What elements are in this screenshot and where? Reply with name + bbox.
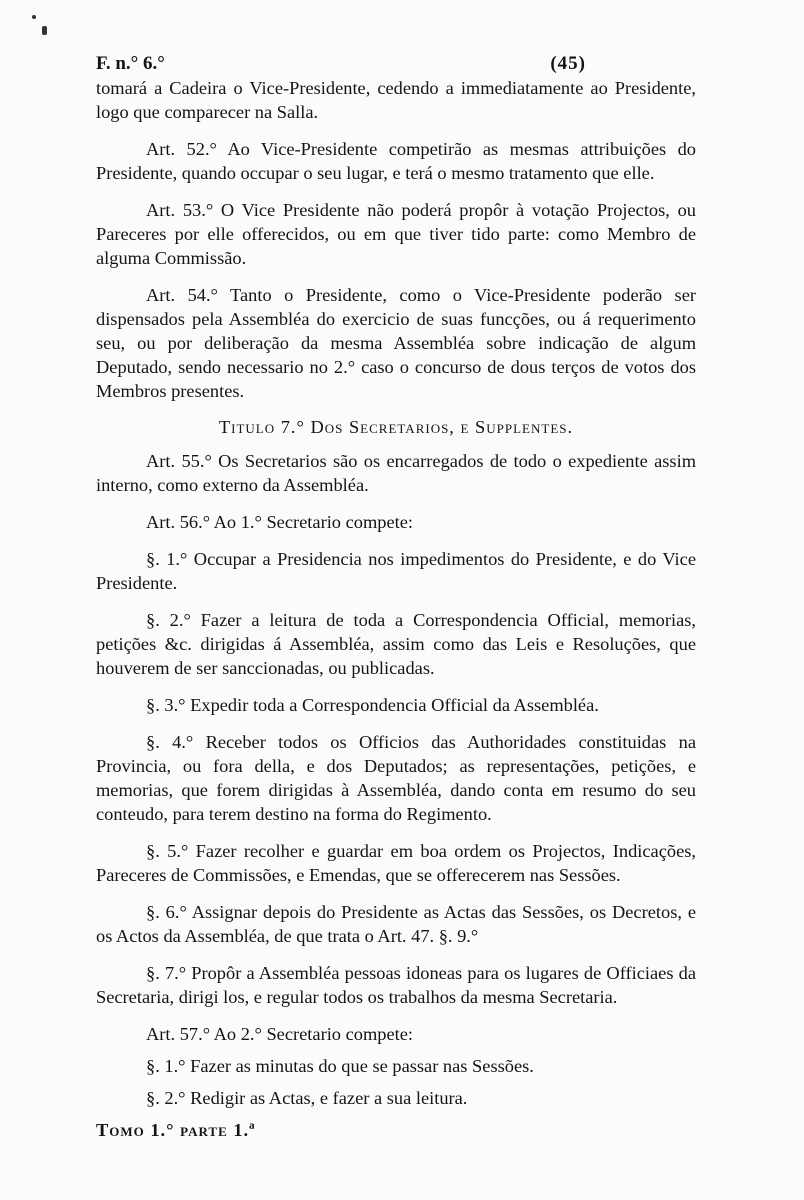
page-text xyxy=(96,52,696,1142)
article-56: Art. 56.° Ao 1.° Secretario compete: xyxy=(146,512,413,532)
signature-mark: F. n.° 6.° xyxy=(96,53,165,74)
article-55: Art. 55.° Os Secretarios são os encarregados de todo o expediente assim interno, como externo da Assembléa. xyxy=(96,451,696,495)
page-footer: Tomo 1.° parte 1.ª xyxy=(96,1120,256,1140)
clause-5: §. 5.° Fazer recolher e guardar em boa ordem os Projectos, Indicações, Pareceres de Commissões, e Emendas, que se offerecerem nas Sessões. xyxy=(96,841,696,885)
page-number: (45) xyxy=(550,53,586,74)
article-54: Art. 54.° Tanto o Presidente, como o Vice-Presidente poderão ser dispensados pela Assembléa do exercicio de suas funcções, ou á requerimento seu, ou por deliberação da mesma Assembléa sobre indicação de algum Deputado, sendo necessario no 2.° caso o concurso de dous terços de votos dos Membros presentes. xyxy=(96,285,696,401)
article-53: Art. 53.° O Vice Presidente não poderá propôr à votação Projectos, ou Pareceres por elle offerecidos, ou em que tiver tido parte: como Membro de alguma Commissão. xyxy=(96,200,696,268)
paragraph: tomará a Cadeira o Vice-Presidente, cedendo a immediatamente ao Presidente, logo que comparecer na Salla. xyxy=(96,78,696,122)
article-57: Art. 57.° Ao 2.° Secretario compete: xyxy=(146,1024,413,1044)
clause-4: §. 4.° Receber todos os Officios das Authoridades constituidas na Provincia, ou fora della, e dos Deputados; as representações, petições, e memorias, que forem dirigidas à Assembléa, dando conta em resumo do seu conteudo, para terem destino na forma do Regimento. xyxy=(96,732,696,824)
section-title: Titulo 7.° Dos Secretarios, e Supplentes. xyxy=(218,417,574,437)
article-52: Art. 52.° Ao Vice-Presidente competirão as mesmas attribuições do Presidente, quando occupar o seu lugar, e terá o mesmo tratamento que elle. xyxy=(96,139,696,183)
clause-1: §. 1.° Occupar a Presidencia nos impedimentos do Presidente, e do Vice Presidente. xyxy=(96,549,696,593)
clause-7: §. 7.° Propôr a Assembléa pessoas idoneas para os lugares de Officiaes da Secretaria, dirigi los, e regular todos os trabalhos da mesma Secretaria. xyxy=(96,963,696,1007)
clause-6: §. 6.° Assignar depois do Presidente as Actas das Sessões, os Decretos, e os Actos da Assembléa, de que trata o Art. 47. §. 9.° xyxy=(96,902,696,946)
clause-57-2: §. 2.° Redigir as Actas, e fazer a sua leitura. xyxy=(146,1088,468,1108)
running-header xyxy=(96,52,586,76)
clause-3: §. 3.° Expedir toda a Correspondencia Official da Assembléa. xyxy=(146,695,599,715)
clause-2: §. 2.° Fazer a leitura de toda a Correspondencia Official, memorias, petições &c. dirigidas á Assembléa, assim como das Leis e Resoluções, que houverem de ser sanccionadas, ou publicadas. xyxy=(96,610,696,678)
margin-speck xyxy=(32,15,36,19)
margin-speck xyxy=(42,26,47,35)
clause-57-1: §. 1.° Fazer as minutas do que se passar nas Sessões. xyxy=(146,1056,534,1076)
